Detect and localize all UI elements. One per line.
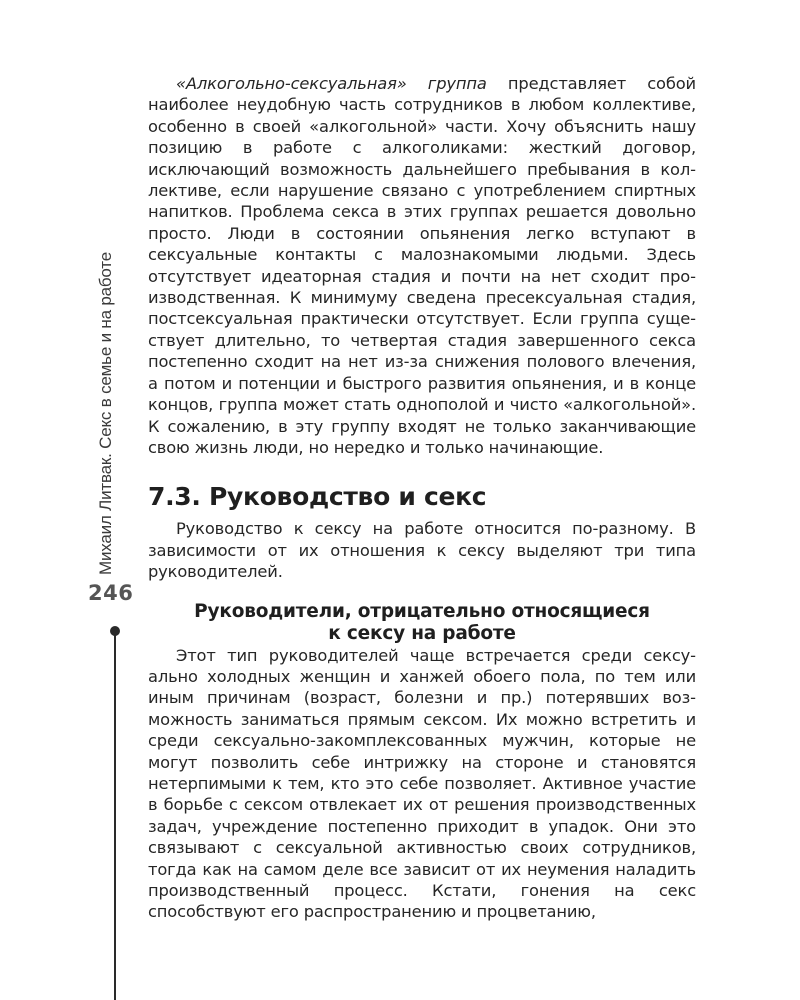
paragraph-lead-italic: «Алкогольно-сексуальная» группа [176,74,487,93]
subsection-body: Этот тип руководителей чаще встречается среди сексуально холодных женщин и ханжей обоего пола, по тем или иным причинам (возраст, болезни и пр.) потерявших возможность заниматься прямым сексом. Их можно встретить и среди сексуально-закомплексованных мужчин, которые не могут позволить себе интрижку на стороне и становятся нетерпимыми к тем, кто это себе позволяет. Активное участие в борьбе с сексом отвлекает их от решения производственных задач, учреждение постепенно приходит в упадок. Они это связывают с сексуальной активностью своих сотрудников, тогда как на самом деле все зависит от их неумения наладить производственный процесс. Кстати, гонения на секс способствуют его распространению и процветанию, [148,645,696,922]
text-column [148,73,696,923]
subsection-heading [148,601,696,645]
subsection-heading-line1: Руководители, отрицательно относящиеся [194,600,650,622]
section-heading: 7.3. Руководство и секс [148,482,487,512]
page-number: 246 [88,581,134,605]
paragraph-body: представляет собой наиболее неудобную часть сотрудников в любом коллективе, особенно в своей «алкогольной» части. Хочу объяснить нашу позицию в работе с алкоголиками: жесткий договор, исключающий возможность дальнейшего пребывания в коллективе, если нарушение связано с употреблением спиртных напитков. Проблема секса в этих группах решается довольно просто. Люди в состоянии опьянения легко вступают в сексуальные контакты с малознакомыми людьми. Здесь отсутствует идеаторная стадия и почти на нет сходит производственная. К минимуму сведена пресексуальная стадия, постсексуальная практически отсутствует. Если группа существует длительно, то четвертая стадия завершенного секса постепенно сходит на нет из-за снижения полового влечения, а потом и потенции и быстрого развития опьянения, и в конце концов, группа может стать однополой и чисто «алкогольной». К сожалению, в эту группу входят не только заканчивающие свою жизнь люди, но нередко и только начинающие. [148,74,696,457]
running-header: Михаил Литвак. Секс в семье и на работе [96,252,115,575]
paragraph-alcohol-group [148,73,696,458]
margin-rule [114,630,116,1000]
subsection-heading-line2: к сексу на работе [328,622,516,644]
section-intro: Руководство к сексу на работе относится по-разному. В зависимости от их отношения к сексу выделяют три типа руководителей. [148,519,696,582]
